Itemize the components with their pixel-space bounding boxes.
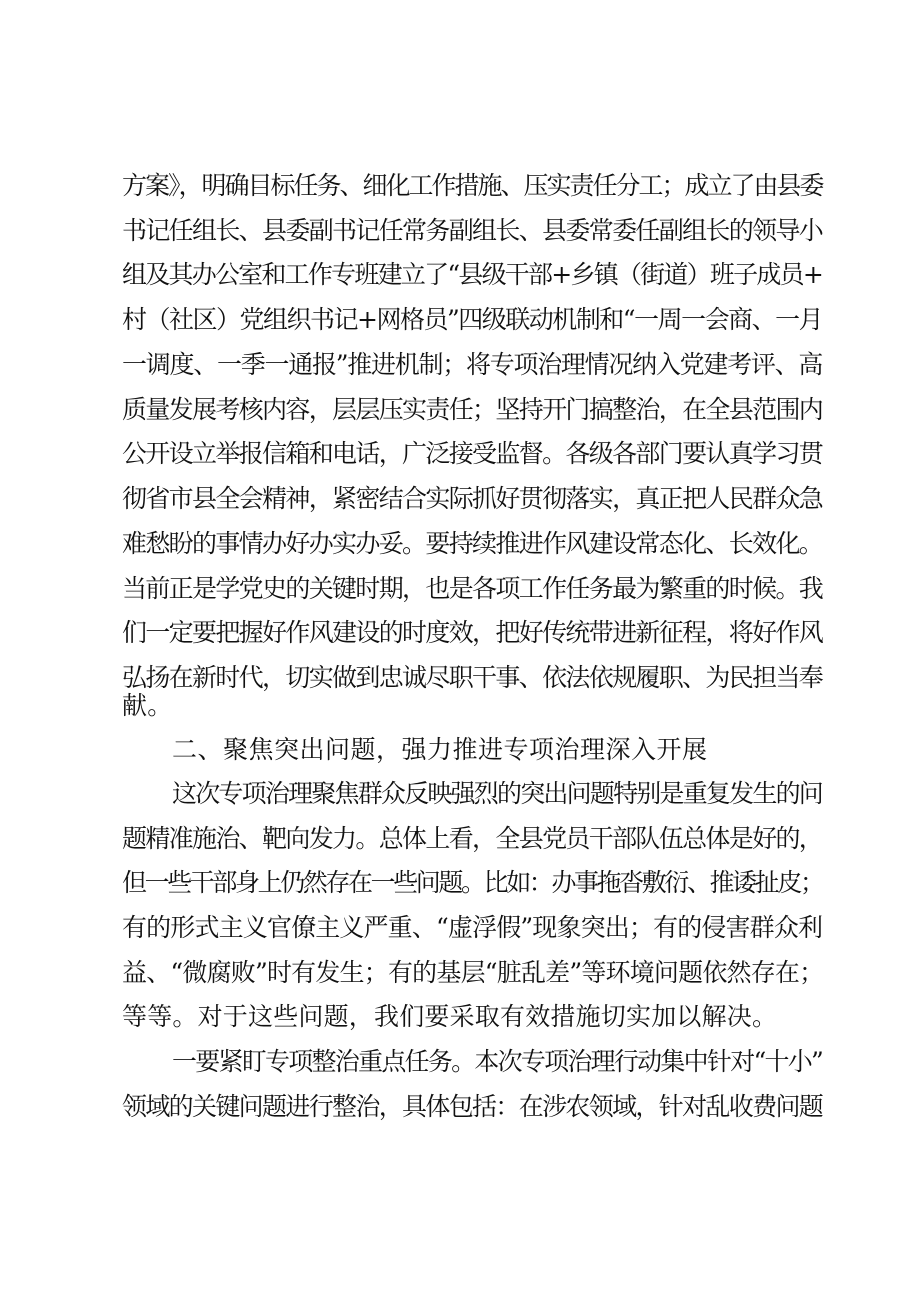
body-text-line: 村（社区）党组织书记+网格员”四级联动机制和“一周一会商、一月 <box>122 305 822 334</box>
body-text-line: 彻省市县全会精神，紧密结合实际抓好贯彻落实，真正把人民群众急 <box>122 484 822 513</box>
body-text-line: 难愁盼的事情办好办实办妥。要持续推进作风建设常态化、长效化。 <box>122 529 822 558</box>
body-text-line: 等等。对于这些问题，我们要采取有效措施切实加以解决。 <box>122 1002 778 1031</box>
body-text-line: 一调度、一季一通报”推进机制；将专项治理情况纳入党建考评、高 <box>122 350 822 379</box>
body-text-line: 益、“微腐败”时有发生；有的基层“脏乱差”等环境问题依然存在； <box>122 958 824 987</box>
body-text-line: 当前正是学党史的关键时期，也是各项工作任务最为繁重的时候。我 <box>122 574 822 603</box>
body-text-line: 献。 <box>122 691 173 720</box>
section-heading: 二、聚焦突出问题，强力推进专项治理深入开展 <box>172 735 708 764</box>
body-text-line: 这次专项治理聚焦群众反映强烈的突出问题特别是重复发生的问 <box>172 779 822 808</box>
body-text-line: 一要紧盯专项整治重点任务。本次专项治理行动集中针对“十小” <box>172 1047 822 1076</box>
body-text-line: 们一定要把握好作风建设的时度效，把好传统带进新征程，将好作风 <box>122 618 822 647</box>
body-text-line: 领域的关键问题进行整治，具体包括：在涉农领域，针对乱收费问题 <box>122 1092 822 1121</box>
body-text-line: 书记任组长、县委副书记任常务副组长、县委常委任副组长的领导小 <box>122 216 822 245</box>
body-text-line: 公开设立举报信箱和电话，广泛接受监督。各级各部门要认真学习贯 <box>122 439 822 468</box>
body-text-line: 但一些干部身上仍然存在一些问题。比如：办事拖沓敷衍、推诿扯皮； <box>122 868 823 897</box>
body-text-line: 题精准施治、靶向发力。总体上看，全县党员干部队伍总体是好的， <box>122 824 822 853</box>
body-text-line: 方案》，明确目标任务、细化工作措施、压实责任分工；成立了由县委 <box>122 171 823 200</box>
body-text-line: 有的形式主义官僚主义严重、“虚浮假”现象突出；有的侵害群众利 <box>122 913 822 942</box>
body-text-line: 组及其办公室和工作专班建立了“县级干部+乡镇（街道）班子成员+ <box>122 260 822 289</box>
body-text-line: 质量发展考核内容，层层压实责任；坚持开门搞整治，在全县范围内 <box>122 395 822 424</box>
body-text-line: 弘扬在新时代，切实做到忠诚尽职干事、依法依规履职、为民担当奉 <box>122 663 822 692</box>
